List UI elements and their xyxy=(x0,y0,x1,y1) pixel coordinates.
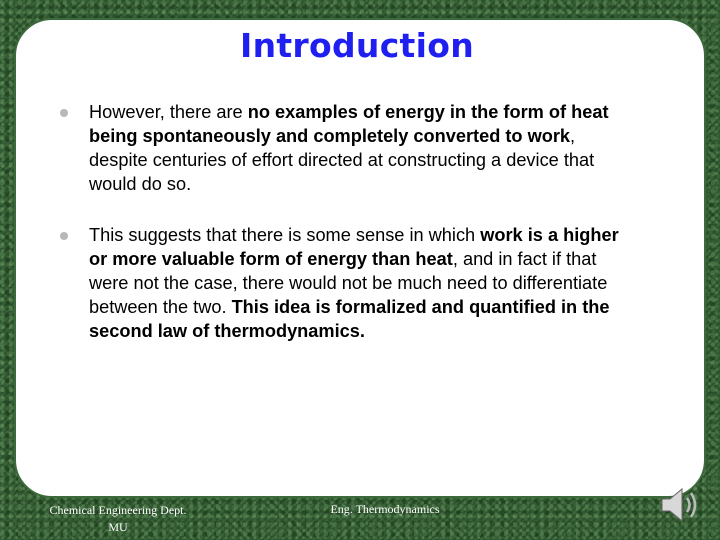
bullet-1-seg-2: no examples of energy in the form of heat being spontaneously and completely converted to work xyxy=(89,102,609,146)
bullet-2-seg-3: , and in fact if that were not the case, there would not be much need to differentiate between the two. xyxy=(89,249,608,317)
bullet-item-2 xyxy=(60,223,632,343)
footer-course: Eng. Thermodynamics xyxy=(330,502,440,516)
bullet-2-seg-1: This suggests that there is some sense in which xyxy=(89,225,481,245)
footer-department xyxy=(18,502,218,536)
speaker-icon[interactable] xyxy=(656,484,706,526)
bullet-text-2 xyxy=(89,225,619,341)
slide-title: Introduction xyxy=(239,26,475,65)
bullet-text-1 xyxy=(89,102,609,194)
footer-department-line1: Chemical Engineering Dept. xyxy=(49,503,187,517)
bullet-icon xyxy=(60,232,68,240)
bullet-2-seg-2: work is a higher or more valuable form of energy than heat xyxy=(89,225,619,269)
bullet-icon xyxy=(60,109,68,117)
bullet-list xyxy=(60,100,632,370)
bullet-1-seg-3: , despite centuries of effort directed at constructing a device that would do so. xyxy=(89,126,595,194)
bullet-1-seg-1: However, there are xyxy=(89,102,248,122)
bullet-item-1 xyxy=(60,100,632,196)
bullet-2-seg-4: This idea is formalized and quantified in the second law of thermodynamics. xyxy=(89,297,610,341)
footer-department-line2: MU xyxy=(108,520,128,534)
